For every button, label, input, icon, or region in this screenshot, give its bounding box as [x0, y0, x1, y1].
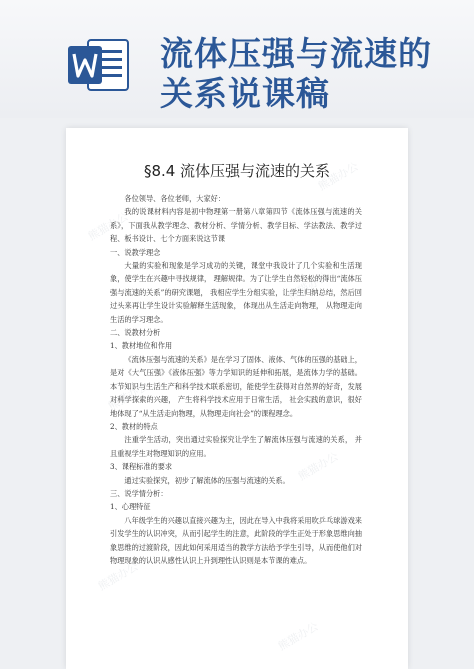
watermark-text: 熊猫办公: [295, 449, 341, 484]
section-heading: 二、说教材分析: [110, 328, 161, 338]
section-heading: 一、说教学理念: [110, 247, 161, 257]
header-banner: [0, 0, 474, 118]
section-heading: 2、教材的特点: [110, 421, 158, 431]
word-doc-icon: [66, 36, 130, 94]
watermark-text: 熊猫办公: [85, 209, 131, 244]
body-paragraph: 通过实验探究，初步了解流体的压强与流速的关系。: [124, 475, 290, 485]
body-paragraph: 各位领导、各位老师，大家好：: [124, 194, 226, 203]
body-paragraph: 八年级学生的兴趣以直接兴趣为主，因此在导入中我将采用吹乒乓球游戏来引发学生的认识冲突，从而引起学生的注意，此阶段的学生正处于形象思维向抽象思维的过渡阶段，因此如何采用适当的教学方法给予学生引导，从而使他们对物理现象的认识从感性认识上升到理性认识则是本节课的难点。: [110, 515, 362, 565]
watermark-text: 熊猫办公: [285, 269, 331, 304]
section-heading: 1、教材地位和作用: [110, 341, 173, 351]
body-paragraph: 《流体压强与流速的关系》是在学习了固体、液体、气体的压强的基础上，是对《大气压强》《液体压强》等力学知识的延伸和拓展，是流体力学的基础。本节知识与生活生产和科学技术联系密切，能使学生获得对自然界的好奇，发展对科学探索的兴趣， 产生将科学技术应用于日常生活， 社会实践的意识，很好地体现了“从生活走向物理，从物理走向社会”的课程理念。: [110, 354, 362, 418]
watermark-text: 熊猫办公: [315, 159, 361, 194]
section-heading: 1、心理特征: [110, 502, 151, 512]
body-paragraph: 我的说课材料内容是初中物理第一册第八章第四节《流体压强与流速的关系》，下面我从教学理念、教材分析、学情分析、教学目标、学法教法、教学过程、板书设计、七个方面来说这节课: [110, 207, 362, 244]
document-body: [110, 192, 362, 567]
header-title-line-2: 关系说课稿: [160, 74, 330, 113]
header-title-line-1: 流体压强与流速的: [160, 34, 432, 73]
body-paragraph: 大量的实验和现象是学习成功的关键，课堂中我设计了几个实验和生活现象，使学生在兴趣中寻找规律， 理解规律。为了让学生自然轻松的得出“流体压强与流速的关系”的研究课题， 我相应学生分组实验，让学生归纳总结，然后回过头来再让学生设计实验解释生活现象， 体现出从生活走向物理， 从物理走向生活的学习理念。: [110, 261, 362, 324]
document-title: §8.4 流体压强与流速的关系: [143, 162, 331, 180]
document-page: [66, 128, 408, 669]
watermark-text: 熊猫办公: [95, 559, 141, 594]
section-heading: 三、说学情分析：: [110, 488, 168, 498]
body-paragraph: 注重学生活动，突出通过实验探究让学生了解流体压强与流速的关系， 并且重视学生对物理知识的应用。: [110, 435, 362, 458]
watermark-text: 熊猫办公: [275, 619, 321, 654]
watermark-text: 熊猫办公: [105, 379, 151, 414]
section-heading: 3、课程标准的要求: [110, 462, 173, 472]
